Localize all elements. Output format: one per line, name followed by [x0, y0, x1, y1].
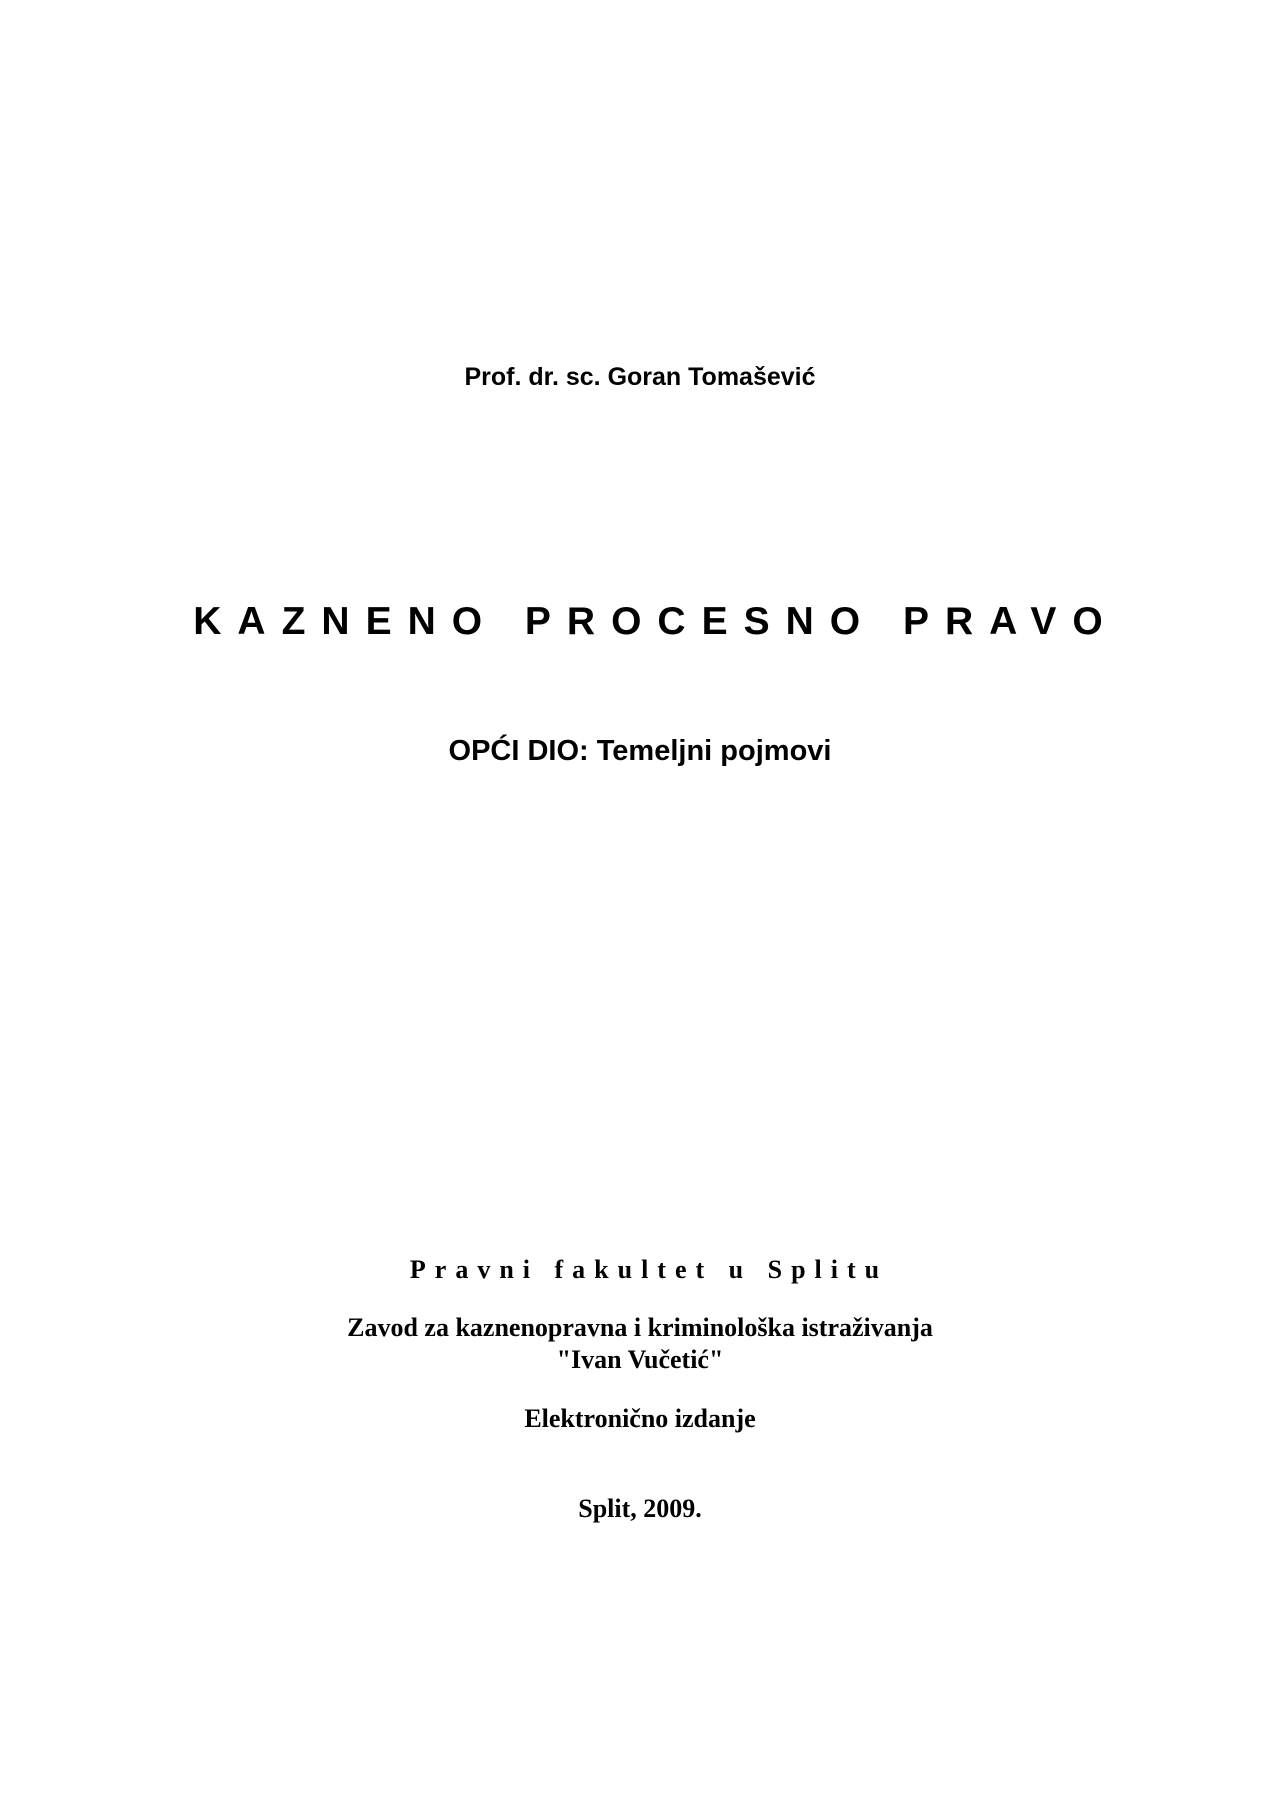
edition-label: Elektronično izdanje: [524, 1404, 756, 1433]
faculty-name: Pravni fakultet u Splitu: [409, 1255, 889, 1284]
institute-name-line-1: Zavod za kaznenopravna i kriminološka istraživanja: [347, 1313, 933, 1342]
document-subtitle: OPĆI DIO: Temeljni pojmovi: [448, 735, 832, 767]
place-and-year: Split, 2009.: [578, 1494, 702, 1523]
document-title: KAZNENO PROCESNO PRAVO: [193, 600, 1119, 643]
author-name: Prof. dr. sc. Goran Tomašević: [464, 363, 816, 391]
institute-name-line-2: "Ivan Vučetić": [556, 1345, 724, 1374]
